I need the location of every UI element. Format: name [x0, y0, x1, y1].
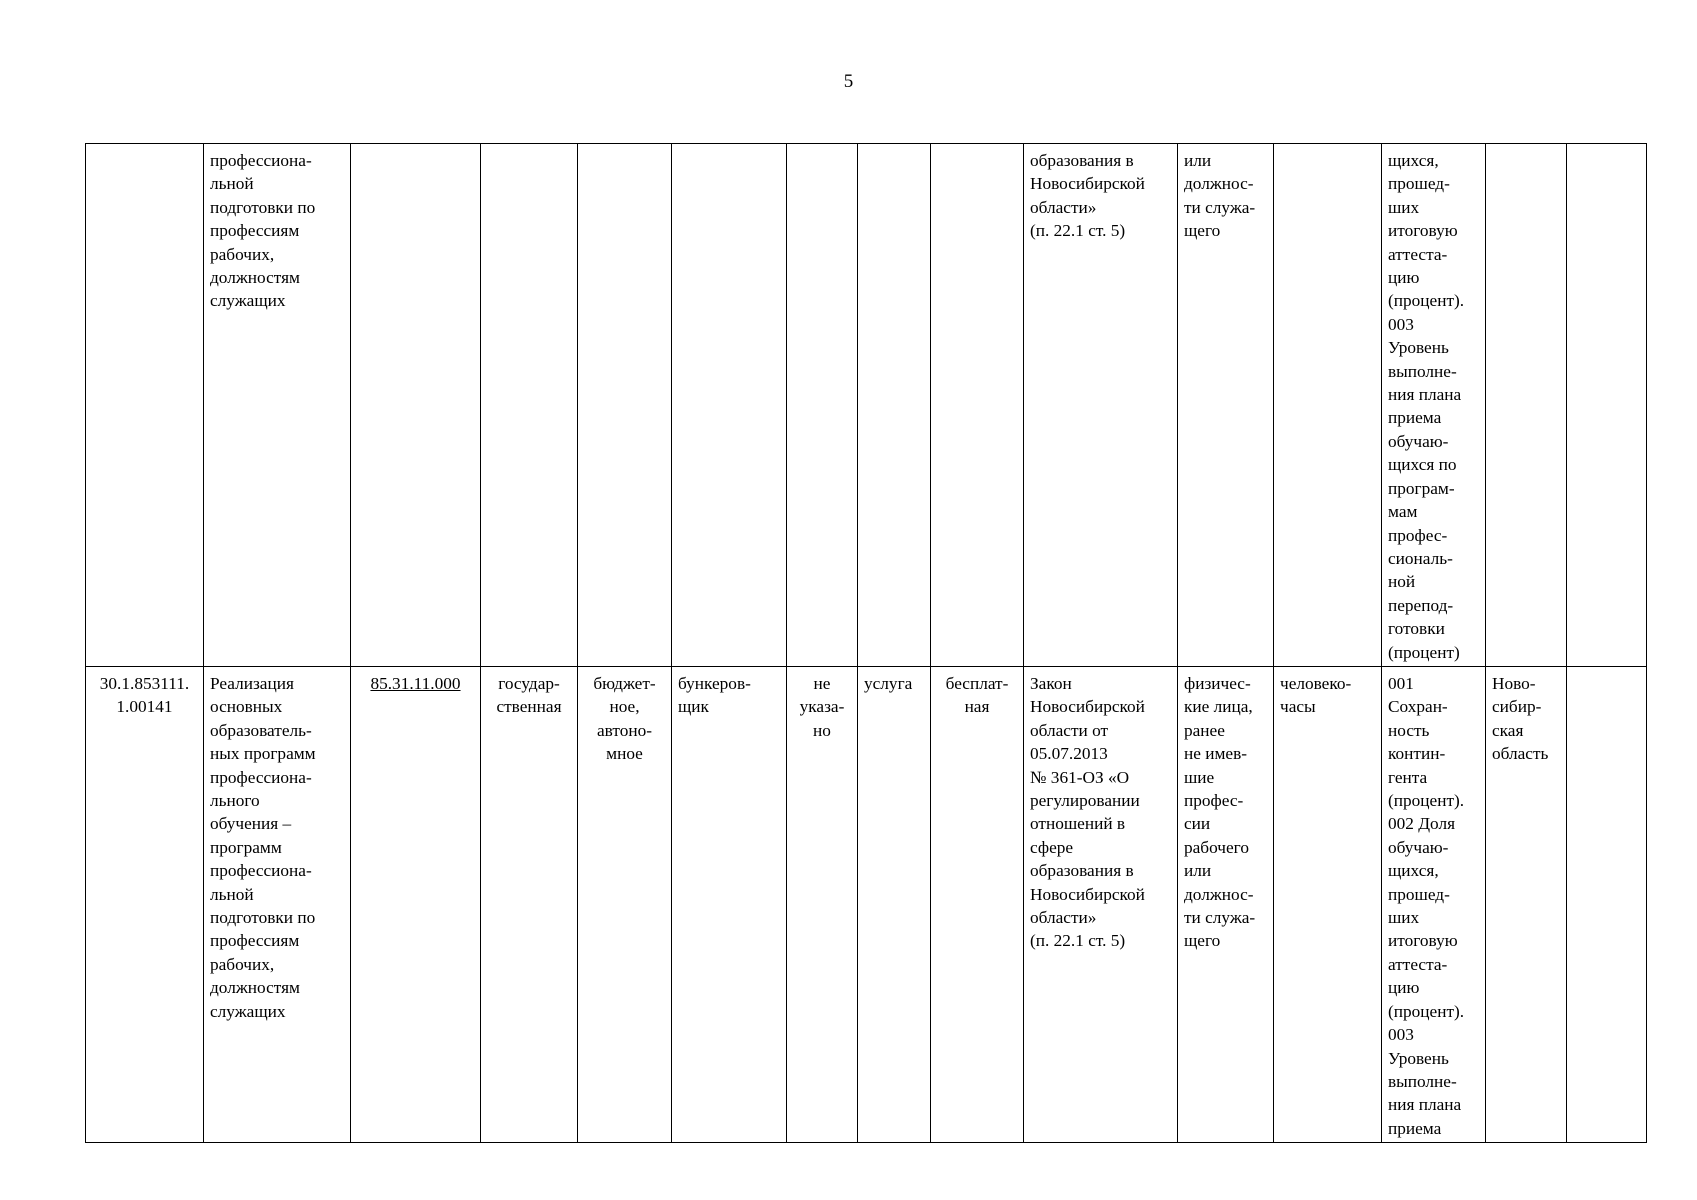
cell-territory: Ново- сибир- ская область [1486, 667, 1567, 1143]
cell-kind: услуга [858, 667, 931, 1143]
cell-legal-basis: Закон Новосибирской области от 05.07.2013 № 361-ОЗ «О регулировании отношений в сфере образования в Новосибирской области» (п. 22.1 ст. 5) [1024, 667, 1178, 1143]
cell-code: 30.1.853111. 1.00141 [86, 667, 204, 1143]
cell-consumers: или должнос- ти служа- щего [1178, 144, 1274, 667]
cell-payment [931, 144, 1024, 667]
cell-quality-indicators: 001 Сохран- ность контин- гента (процент). 002 Доля обучаю- щихся, прошед- ших итоговую аттеста- цию (процент). 003 Уровень выполне- ния плана приема [1382, 667, 1486, 1143]
table-row [86, 667, 1647, 1143]
services-registry-table [85, 143, 1647, 1143]
cell-territory [1486, 144, 1567, 667]
cell-extra [1567, 144, 1647, 667]
cell-kind [858, 144, 931, 667]
cell-consumers: физичес- кие лица, ранее не имев- шие профес- сии рабочего или должнос- ти служа- щего [1178, 667, 1274, 1143]
cell-conditions [787, 144, 858, 667]
cell-okved [351, 144, 481, 667]
cell-profession [672, 144, 787, 667]
cell-volume-unit [1274, 144, 1382, 667]
cell-extra [1567, 667, 1647, 1143]
table-row [86, 144, 1647, 667]
cell-service-name: профессиона- льной подготовки по профессиям рабочих, должностям служащих [204, 144, 351, 667]
cell-profession: бункеров- щик [672, 667, 787, 1143]
cell-payment: бесплат- ная [931, 667, 1024, 1143]
cell-institution-type: бюджет- ное, автоно- мное [578, 667, 672, 1143]
cell-institution-type [578, 144, 672, 667]
cell-legal-basis: образования в Новосибирской области» (п. 22.1 ст. 5) [1024, 144, 1178, 667]
page-number: 5 [843, 71, 854, 92]
cell-ownership [481, 144, 578, 667]
cell-conditions: не указа- но [787, 667, 858, 1143]
cell-code [86, 144, 204, 667]
cell-volume-unit: человеко- часы [1274, 667, 1382, 1143]
cell-quality-indicators: щихся, прошед- ших итоговую аттеста- цию (процент). 003 Уровень выполне- ния плана приема обучаю- щихся по програм- мам профес- сиональ- ной перепод- готовки (процент) [1382, 144, 1486, 667]
cell-okved: 85.31.11.000 [351, 667, 481, 1143]
cell-service-name: Реализация основных образователь- ных программ профессиона- льного обучения – программ профессиона- льной подготовки по профессиям рабочих, должностям служащих [204, 667, 351, 1143]
cell-ownership: государ- ственная [481, 667, 578, 1143]
